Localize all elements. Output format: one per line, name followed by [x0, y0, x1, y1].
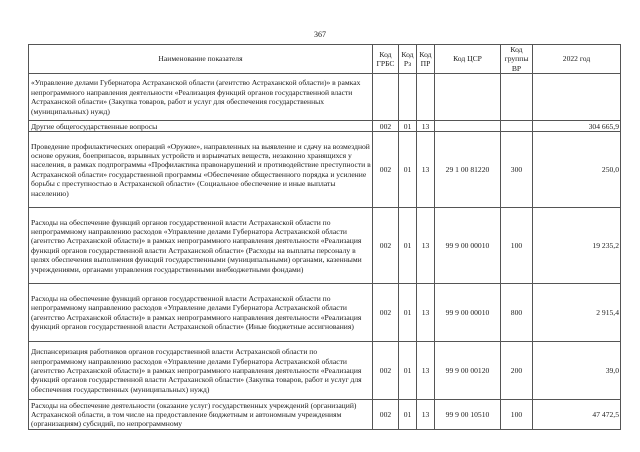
- table-row: [29, 208, 621, 284]
- row-pr: 13: [417, 132, 435, 208]
- row-csr: 99 9 00 00120: [435, 342, 501, 400]
- row-grbs: 002: [373, 121, 399, 132]
- row-name: Другие общегосударственные вопросы: [29, 121, 373, 132]
- row-grbs: 002: [373, 284, 399, 342]
- row-year: 47 472,5: [533, 400, 621, 430]
- table-row: [29, 284, 621, 342]
- row-rz: 01: [399, 342, 417, 400]
- row-vr: 200: [501, 342, 533, 400]
- budget-table: [28, 44, 621, 430]
- row-rz: 01: [399, 400, 417, 430]
- row-rz: [399, 74, 417, 121]
- header-name: Наименование показателя: [29, 45, 373, 74]
- row-csr: [435, 74, 501, 121]
- header-csr: Код ЦСР: [435, 45, 501, 74]
- row-name: Расходы на обеспечение деятельности (оказание услуг) государственных учреждений (организаций) Астраханской области, в том числе на предоставление бюджетным и автономным учреждениям (организациям) субсидий, по непрограммному: [29, 400, 373, 430]
- table-header-row: [29, 45, 621, 74]
- header-vr: Код группы ВР: [501, 45, 533, 74]
- row-pr: [417, 74, 435, 121]
- row-vr: 300: [501, 132, 533, 208]
- row-grbs: 002: [373, 208, 399, 284]
- table-row: [29, 400, 621, 430]
- row-year: 250,0: [533, 132, 621, 208]
- row-vr: 100: [501, 208, 533, 284]
- row-name: «Управление делами Губернатора Астраханской области (агентство Астраханской области)» в рамках непрограммного направления деятельности «Реализация функций органов государственной власти Астраханской области» (Закупка товаров, работ и услуг для обеспечения государственных (муниципальных) нужд): [29, 74, 373, 121]
- row-year: [533, 74, 621, 121]
- row-csr: 99 9 00 10510: [435, 400, 501, 430]
- header-year: 2022 год: [533, 45, 621, 74]
- row-vr: [501, 121, 533, 132]
- row-rz: 01: [399, 208, 417, 284]
- row-rz: 01: [399, 132, 417, 208]
- row-year: 304 665,9: [533, 121, 621, 132]
- row-pr: 13: [417, 284, 435, 342]
- row-grbs: [373, 74, 399, 121]
- table-row: [29, 74, 621, 121]
- row-name: Расходы на обеспечение функций органов государственной власти Астраханской области по непрограммному направлению расходов «Управление делами Губернатора Астраханской области (агентство Астраханской области)» в рамках непрограммного направления деятельности «Реализация функций органов государственной власти Астраханской области» (Расходы на выплаты персоналу в целях обеспечения выполнения функций государственными (муниципальными) органами, казенными учреждениями, органами управления государственными внебюджетными фондами): [29, 208, 373, 284]
- row-grbs: 002: [373, 400, 399, 430]
- row-csr: [435, 121, 501, 132]
- row-vr: 800: [501, 284, 533, 342]
- row-name: Диспансеризация работников органов государственной власти Астраханской области по непрограммному направлению расходов «Управление делами Губернатора Астраханской области (агентство Астраханской области)» в рамках непрограммного направления деятельности «Реализация функций органов государственной власти Астраханской области» (Закупка товаров, работ и услуг для обеспечения государственных (муниципальных) нужд): [29, 342, 373, 400]
- row-year: 39,0: [533, 342, 621, 400]
- row-csr: 29 1 00 81220: [435, 132, 501, 208]
- row-pr: 13: [417, 121, 435, 132]
- row-rz: 01: [399, 121, 417, 132]
- header-grbs: Код ГРБС: [373, 45, 399, 74]
- page-number: 367: [314, 30, 326, 39]
- row-pr: 13: [417, 400, 435, 430]
- table-row: [29, 121, 621, 132]
- row-vr: 100: [501, 400, 533, 430]
- row-csr: 99 9 00 00010: [435, 284, 501, 342]
- row-vr: [501, 74, 533, 121]
- row-name: Проведение профилактических операций «Оружие», направленных на выявление и сдачу на возмездной основе оружия, боеприпасов, взрывных устройств и взрывчатых веществ, незаконно хранящихся у населения, в рамках подпрограммы «Профилактика правонарушений и противодействие преступности в Астраханской области» государственной программы «Обеспечение общественного порядка и усиление борьбы с преступностью в Астраханской области» (Социальное обеспечение и иные выплаты населению): [29, 132, 373, 208]
- header-rz: Код Рз: [399, 45, 417, 74]
- row-csr: 99 9 00 00010: [435, 208, 501, 284]
- row-year: 2 915,4: [533, 284, 621, 342]
- row-year: 19 235,2: [533, 208, 621, 284]
- header-pr: Код ПР: [417, 45, 435, 74]
- row-name: Расходы на обеспечение функций органов государственной власти Астраханской области по непрограммному направлению расходов «Управление делами Губернатора Астраханской области (агентство Астраханской области)» в рамках непрограммного направления деятельности «Реализация функций органов государственной власти Астраханской области» (Иные бюджетные ассигнования): [29, 284, 373, 342]
- row-rz: 01: [399, 284, 417, 342]
- table-row: [29, 132, 621, 208]
- table-row: [29, 342, 621, 400]
- row-grbs: 002: [373, 132, 399, 208]
- row-pr: 13: [417, 208, 435, 284]
- row-grbs: 002: [373, 342, 399, 400]
- row-pr: 13: [417, 342, 435, 400]
